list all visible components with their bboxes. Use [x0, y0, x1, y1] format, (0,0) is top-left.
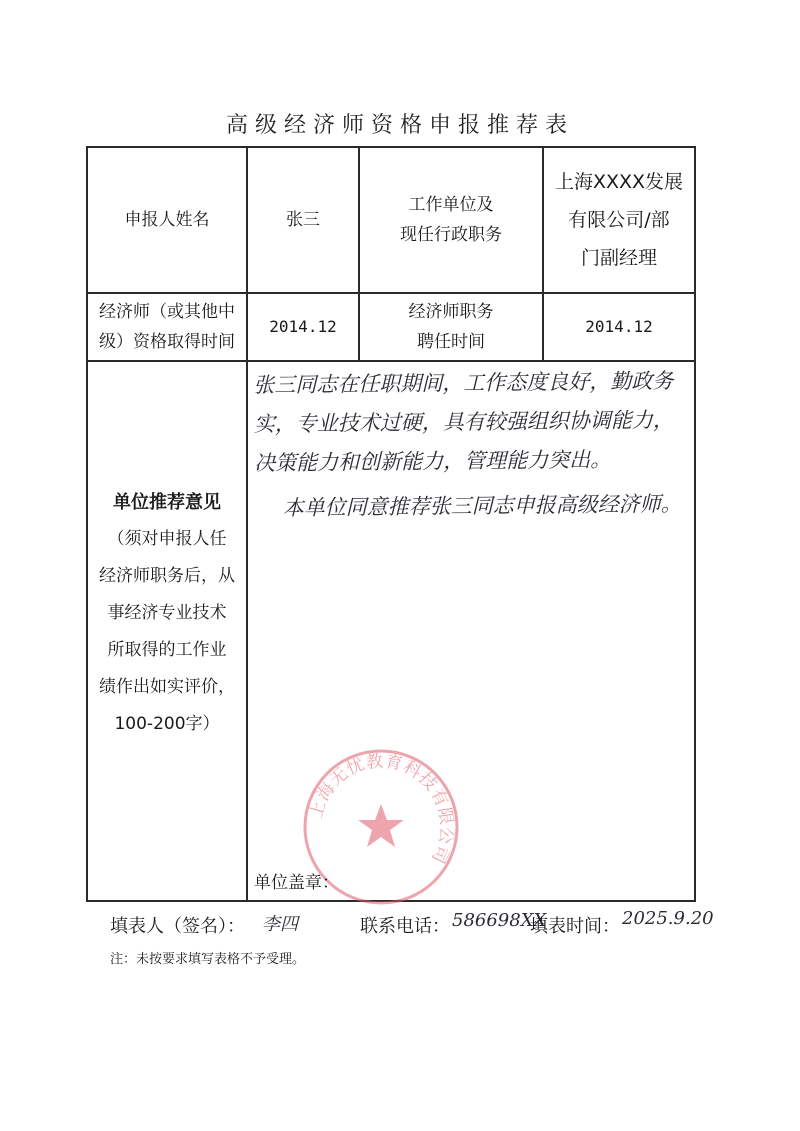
- employer-label-cell: [360, 148, 542, 292]
- qualification-label-line-1: 经济师（或其他中: [99, 302, 235, 322]
- opinion-handwritten-text: [253, 362, 689, 529]
- employer-value-line-1: 上海XXXX发展: [554, 171, 684, 193]
- employer-value-line-2: 有限公司/部: [568, 209, 670, 231]
- opinion-label-line-5: 所取得的工作业: [107, 639, 227, 660]
- stamp-text: 上海无忧教育科技有限公司: [306, 751, 457, 868]
- employer-label-line-1: 工作单位及: [408, 195, 494, 215]
- opinion-paragraph-1: 张三同志在任职期间，工作态度良好，勤政务实，专业技术过硬，具有较强组织协调能力，决策能力和创新能力，管理能力突出。: [253, 368, 674, 476]
- appointment-value: 2014.12: [585, 317, 653, 336]
- recommendation-form-table: [86, 146, 696, 902]
- name-value-cell: [248, 148, 358, 292]
- qualification-value-cell: [248, 294, 358, 360]
- date-value: 2025.9.20: [622, 908, 714, 929]
- appointment-label-line-2: 聘任时间: [417, 332, 485, 352]
- phone-label: 联系电话：: [360, 916, 450, 937]
- filler-label: 填表人（签名）：: [110, 916, 245, 937]
- opinion-label-line-1: 单位推荐意见: [113, 491, 221, 513]
- phone-value: 586698XX: [452, 910, 547, 931]
- opinion-label-cell: [88, 362, 246, 900]
- qualification-label-line-2: 级）资格取得时间: [99, 332, 235, 352]
- appointment-label-cell: [360, 294, 542, 360]
- opinion-label-line-6: 绩作出如实评价，: [99, 676, 235, 697]
- qualification-value: 2014.12: [269, 317, 337, 336]
- employer-value-cell: [544, 148, 694, 292]
- appointment-label-line-1: 经济师职务: [408, 302, 494, 322]
- appointment-value-cell: [544, 294, 694, 360]
- name-value: 张三: [286, 210, 320, 230]
- form-note: 注：未按要求填写表格不予受理。: [110, 952, 306, 967]
- form-footer: [110, 908, 760, 944]
- table-border-right: [694, 146, 696, 902]
- stamp-star-icon: [358, 804, 404, 847]
- qualification-label-cell: [88, 294, 246, 360]
- filler-signature: 李四: [262, 914, 298, 935]
- employer-value-line-3: 门副经理: [580, 247, 657, 269]
- seal-label: 单位盖章：: [254, 873, 339, 893]
- opinion-label-line-7: 100-200字）: [114, 713, 220, 734]
- opinion-paragraph-2: 本单位同意推荐张三同志申报高级经济师。: [282, 491, 682, 520]
- opinion-label-line-4: 事经济专业技术: [107, 602, 227, 623]
- name-label: 申报人姓名: [124, 210, 210, 230]
- employer-label-line-2: 现任行政职务: [400, 225, 502, 245]
- date-label: 填表时间：: [530, 916, 620, 937]
- opinion-label-line-2: （须对申报人任: [107, 528, 227, 549]
- name-label-cell: [88, 148, 246, 292]
- page-title: 高级经济师资格申报推荐表: [225, 113, 574, 138]
- opinion-label-line-3: 经济师职务后，从: [99, 565, 235, 586]
